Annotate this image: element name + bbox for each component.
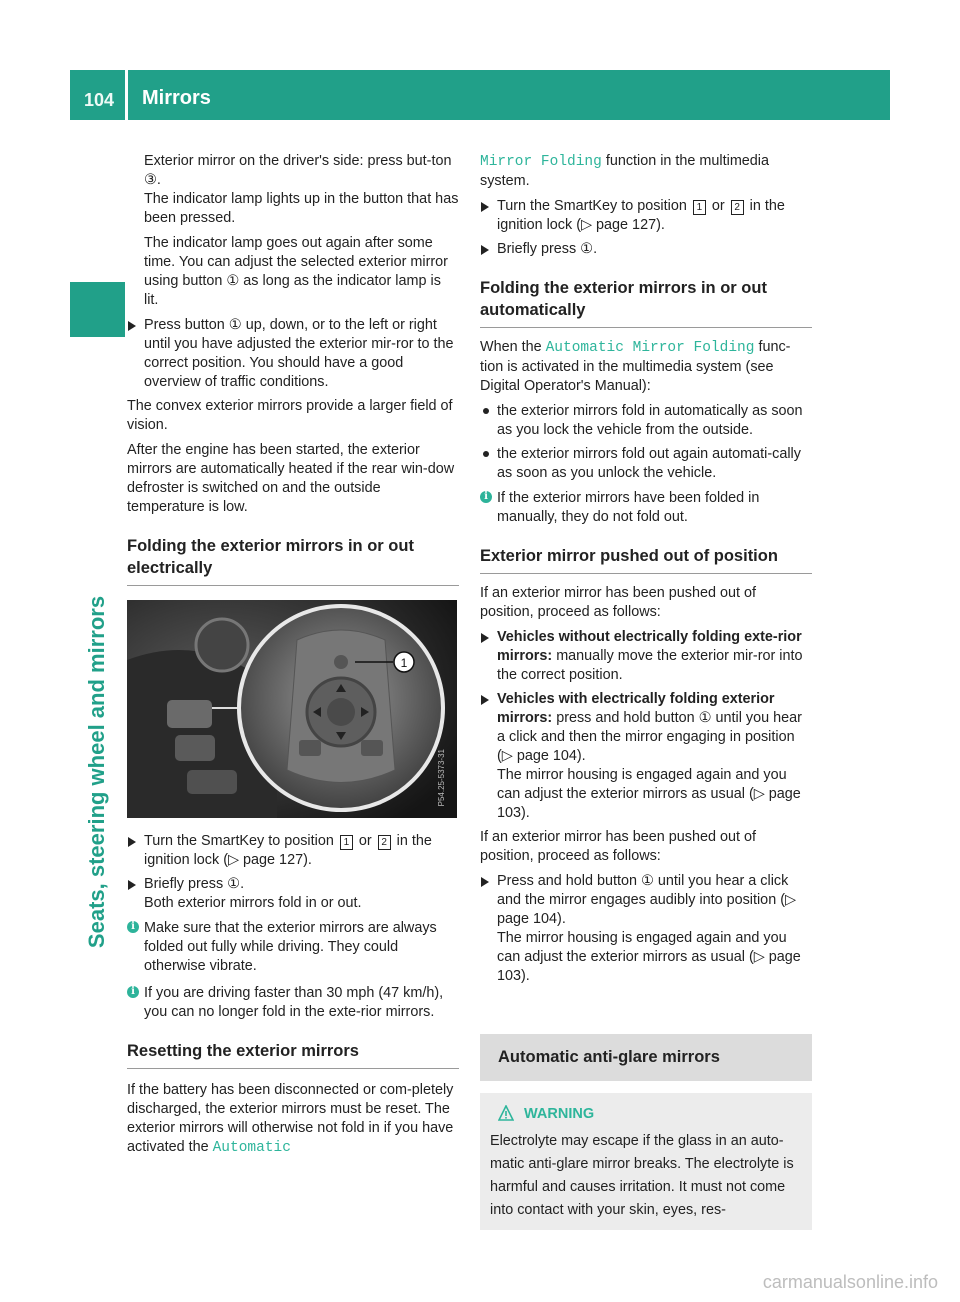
- step-arrow-icon: [481, 695, 489, 705]
- step-text: Press button ① up, down, or to the left or right until you have adjusted the exterior mir-ror to the correct position. You should have a good overview of traffic conditions.: [144, 317, 454, 390]
- step-label: Vehicles with electrically folding exterior mirrors:: [497, 691, 775, 726]
- paragraph-text: function in the multimedia system.: [480, 153, 770, 189]
- key-position-2: 2: [731, 200, 744, 215]
- paragraph: The indicator lamp lights up in the button that has been pressed.: [144, 191, 459, 226]
- info-icon: i: [127, 986, 139, 998]
- section-heading-boxed: Automatic anti-glare mirrors: [480, 1034, 812, 1081]
- paragraph: [480, 152, 812, 191]
- section-heading: Folding the exterior mirrors in or out electrically: [127, 535, 459, 586]
- step-result: The mirror housing is engaged again and you can adjust the exterior mirrors as usual (▷ page 103).: [497, 930, 801, 984]
- step-text: press and hold button ① until you hear a click and then the mirror engaging in position (▷ page 104).: [497, 710, 802, 764]
- right-column: [480, 152, 812, 1230]
- key-position-2: 2: [378, 835, 391, 850]
- list-item: [480, 402, 812, 440]
- menu-option-text: Mirror Folding: [480, 154, 602, 170]
- section-label: Seats, steering wheel and mirrors: [84, 595, 109, 949]
- instruction-step: [480, 872, 812, 986]
- bullet-icon: [483, 451, 489, 457]
- step-arrow-icon: [481, 245, 489, 255]
- step-text: or: [711, 198, 725, 214]
- step-text: Briefly press ①.: [144, 876, 245, 892]
- info-icon: i: [127, 921, 139, 933]
- list-item-text: the exterior mirrors fold out again automati-cally as soon as you unlock the vehicle.: [497, 446, 801, 481]
- watermark: carmanualsonline.info: [762, 1272, 938, 1292]
- chapter-title: Mirrors: [142, 87, 211, 109]
- step-text: in the ignition lock (▷ page 127).: [144, 833, 432, 868]
- menu-option-text: Automatic: [212, 1140, 291, 1156]
- list-item: [480, 445, 812, 483]
- info-text: Make sure that the exterior mirrors are always folded out fully while driving. They could otherwise vibrate.: [144, 920, 437, 974]
- step-text: in the ignition lock (▷ page 127).: [497, 198, 785, 233]
- warning-title-text: WARNING: [524, 1106, 595, 1122]
- paragraph-text: func-tion is activated in the multimedia system (see Digital Operator's Manual):: [480, 339, 791, 394]
- warning-box: [480, 1093, 812, 1230]
- instruction-step: [480, 690, 812, 823]
- paragraph: If an exterior mirror has been pushed out of position, proceed as follows:: [480, 829, 756, 864]
- paragraph: The indicator lamp goes out again after some time. You can adjust the selected exterior mirror using button ① as long as the indicator lamp is lit.: [144, 235, 448, 308]
- paragraph-text: If the battery has been disconnected or com-pletely discharged, the exterior mirrors must be reset. The exterior mirrors will otherwise not fold in if you have activated the: [127, 1082, 454, 1155]
- info-text: If the exterior mirrors have been folded in manually, they do not fold out.: [497, 490, 760, 525]
- door-panel-illustration: [127, 600, 457, 818]
- instruction-step: [480, 628, 812, 685]
- list-item-text: the exterior mirrors fold in automatically as soon as you lock the vehicle from the outside.: [497, 403, 803, 438]
- step-arrow-icon: [128, 321, 136, 331]
- menu-option-text: Automatic Mirror Folding: [545, 340, 755, 356]
- page-number: 104: [84, 90, 115, 110]
- paragraph: [480, 338, 812, 396]
- step-arrow-icon: [481, 202, 489, 212]
- step-text: Press and hold button ① until you hear a click and the mirror engages audibly into position (▷ page 104).: [497, 873, 797, 927]
- section-heading: Resetting the exterior mirrors: [127, 1040, 459, 1069]
- instruction-step: [127, 875, 459, 913]
- section-tab: [70, 282, 125, 337]
- step-result: The mirror housing is engaged again and you can adjust the exterior mirrors as usual (▷ page 103).: [497, 767, 801, 821]
- figure-code: P54.25-5373-31: [437, 748, 446, 806]
- step-text: Turn the SmartKey to position: [497, 198, 687, 214]
- step-arrow-icon: [481, 633, 489, 643]
- info-note: [480, 489, 812, 527]
- paragraph: After the engine has been started, the exterior mirrors are automatically heated if the rear win-dow defroster is switched on and the outside temperature is low.: [127, 442, 455, 515]
- section-heading: Exterior mirror pushed out of position: [480, 545, 812, 574]
- step-text: Turn the SmartKey to position: [144, 833, 334, 849]
- info-note: [127, 984, 459, 1022]
- info-note: [127, 919, 459, 976]
- step-arrow-icon: [481, 877, 489, 887]
- instruction-step: [127, 316, 459, 392]
- step-text: manually move the exterior mir-ror into the correct position.: [497, 648, 803, 683]
- key-position-1: 1: [693, 200, 706, 215]
- instruction-step: [127, 832, 459, 870]
- step-arrow-icon: [128, 837, 136, 847]
- paragraph: [127, 1081, 459, 1158]
- figure-callout-1: 1: [400, 656, 408, 670]
- paragraph: Exterior mirror on the driver's side: press but-ton ③.: [144, 153, 452, 188]
- warning-triangle-icon: [498, 1105, 514, 1121]
- warning-title: [490, 1105, 802, 1124]
- step-text: Briefly press ①.: [497, 241, 598, 257]
- key-position-1: 1: [340, 835, 353, 850]
- info-text: If you are driving faster than 30 mph (47 km/h), you can no longer fold in the exte-rior mirrors.: [144, 985, 444, 1020]
- step-text: or: [358, 833, 372, 849]
- instruction-step: [480, 240, 812, 259]
- paragraph: The convex exterior mirrors provide a larger field of vision.: [127, 398, 453, 433]
- section-heading: Folding the exterior mirrors in or out automatically: [480, 277, 812, 328]
- header-separator: [125, 70, 128, 120]
- info-icon: i: [480, 491, 492, 503]
- step-label: Vehicles without electrically folding exte-rior mirrors:: [497, 629, 802, 664]
- instruction-step: [480, 197, 812, 235]
- paragraph: If an exterior mirror has been pushed out of position, proceed as follows:: [480, 585, 756, 620]
- warning-text: Electrolyte may escape if the glass in an auto-matic anti-glare mirror breaks. The electrolyte is harmful and causes irritation. It must not come into contact with your skin, eyes, res-: [490, 1133, 794, 1218]
- left-column: [127, 152, 459, 1164]
- mirror-control-figure: [127, 600, 457, 818]
- step-arrow-icon: [128, 880, 136, 890]
- paragraph-text: When the: [480, 339, 542, 355]
- step-result: Both exterior mirrors fold in or out.: [144, 895, 362, 911]
- bullet-icon: [483, 408, 489, 414]
